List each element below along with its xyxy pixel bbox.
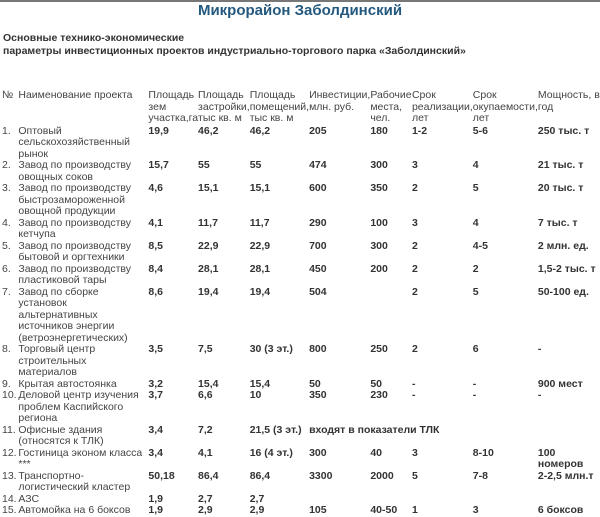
project-name: АЗС — [18, 492, 40, 505]
header-build-area: Площадь застройки, тыс кв. м — [198, 89, 250, 124]
project-name: Гостиница эконом класса *** — [18, 446, 143, 470]
project-name: Автомойка на 6 боксов — [18, 504, 131, 516]
capacity: - — [537, 389, 542, 401]
payback — [473, 494, 538, 506]
build-area: 19,4 — [198, 285, 219, 298]
impl-period: 3 — [411, 159, 418, 171]
project-name: Завод по производству овощных соков — [18, 159, 132, 183]
project-name: Оптовый сельскохозяйственный рынок — [18, 124, 130, 160]
payback: 4 — [472, 159, 479, 171]
jobs: 350 — [370, 182, 388, 194]
project-name: Крытая автостоянка — [18, 377, 117, 390]
payback: 6 — [472, 343, 479, 355]
jobs: 230 — [370, 389, 388, 401]
table-row — [2, 494, 600, 506]
payback: 2 — [472, 262, 479, 275]
row-number: 14. — [2, 492, 17, 505]
impl-period: 3 — [411, 446, 418, 459]
land-area: 50,18 — [148, 469, 175, 482]
payback: 5-6 — [472, 124, 488, 137]
table-row — [2, 264, 600, 287]
land-area: 8,6 — [148, 285, 164, 298]
payback: 4 — [472, 216, 479, 229]
impl-period: 1 — [411, 504, 418, 516]
payback: 5 — [472, 285, 479, 298]
investments: 105 — [309, 504, 327, 516]
land-area: 3,7 — [148, 389, 164, 401]
build-area: 46,2 — [198, 124, 219, 137]
premises-area: 55 — [249, 159, 262, 171]
build-area: 6,6 — [198, 389, 213, 401]
capacity: 50-100 ед. — [537, 285, 589, 298]
land-area: 1,9 — [148, 504, 164, 516]
premises-area: 21,5 (3 эт.) — [249, 423, 302, 436]
investments: 700 — [309, 239, 327, 252]
table-header-row — [2, 90, 600, 126]
project-name: Завод по производству пластиковой тары — [18, 262, 132, 286]
row-number: 2. — [2, 159, 11, 171]
table-row — [2, 218, 600, 241]
project-name: Деловой центр изучения проблем Каспийского региона — [18, 389, 139, 424]
impl-period: 2 — [411, 285, 418, 298]
capacity: 2 млн. ед. — [537, 239, 589, 252]
header-premises-area: Площадь помещений, тыс кв. м — [249, 89, 310, 124]
subtitle-line-1: Основные технико-экономические — [3, 32, 185, 44]
capacity: 100 номеров — [537, 446, 584, 470]
premises-area: 30 (3 эт.) — [249, 343, 293, 355]
premises-area: 15,1 — [249, 182, 271, 194]
build-area: 4,1 — [198, 446, 213, 459]
impl-period: 5 — [411, 469, 418, 482]
jobs: 50 — [370, 377, 382, 390]
investments: 504 — [309, 285, 327, 298]
jobs: 180 — [370, 124, 388, 137]
header-payback: Срок окупаемости, лет — [472, 89, 538, 124]
build-area: 7,2 — [198, 423, 213, 436]
land-area: 4,1 — [148, 216, 164, 229]
impl-period: - — [411, 377, 416, 390]
row-number: 3. — [2, 182, 11, 194]
project-name: Торговый центр строительных материалов — [18, 343, 96, 378]
investments: 3300 — [309, 469, 333, 482]
build-area: 7,5 — [198, 343, 213, 355]
investments: 600 — [309, 182, 327, 194]
table-row — [2, 471, 600, 494]
premises-area: 10 — [249, 389, 262, 401]
page-title: Микрорайон Заболдинский — [197, 2, 403, 19]
investments: 300 — [309, 446, 327, 459]
header-no: № — [2, 89, 14, 101]
header-land-area: Площадь зем участка,га — [148, 89, 199, 124]
premises-area: 11,7 — [249, 216, 270, 229]
payback: - — [472, 377, 477, 390]
jobs: 250 — [370, 343, 388, 355]
payback: 5 — [472, 182, 479, 194]
investments: 350 — [309, 389, 327, 401]
investments: 474 — [309, 159, 327, 171]
build-area: 15,4 — [198, 377, 219, 390]
table-row — [2, 425, 600, 448]
payback: 3 — [472, 504, 479, 516]
projects-table — [2, 90, 600, 517]
project-name: Завод по производству быстрозамороженной овощной продукции — [18, 182, 132, 217]
row-number: 8. — [2, 343, 11, 355]
impl-period: 2 — [411, 262, 418, 275]
investments: 290 — [309, 216, 327, 229]
capacity: 900 мест — [537, 377, 583, 390]
table-row — [2, 241, 600, 264]
build-area: 28,1 — [198, 262, 219, 275]
jobs — [370, 287, 412, 345]
capacity: 250 тыс. т — [537, 124, 590, 137]
capacity: 6 боксов — [537, 504, 584, 516]
premises-area: 28,1 — [249, 262, 271, 275]
jobs: 40-50 — [370, 504, 398, 516]
jobs: 2000 — [370, 469, 394, 482]
table-row — [2, 287, 600, 345]
build-area: 2,7 — [198, 492, 213, 505]
land-area: 8,5 — [148, 239, 164, 252]
capacity — [538, 494, 600, 506]
build-area: 55 — [198, 159, 210, 171]
header-impl-period: Срок реализации, лет — [411, 89, 473, 124]
land-area: 8,4 — [148, 262, 164, 275]
header-capacity: Мощность, в год — [537, 89, 600, 113]
header-name: Наименование проекта — [18, 89, 133, 101]
capacity: 20 тыс. т — [537, 182, 584, 194]
row-number: 1. — [2, 124, 11, 137]
impl-period: 3 — [411, 216, 418, 229]
table-row — [2, 505, 600, 517]
row-number: 15. — [2, 504, 17, 516]
land-area: 1,9 — [148, 492, 164, 505]
jobs — [370, 494, 412, 506]
build-area: 2,9 — [198, 504, 213, 516]
header-investments: Инвестиции, млн. руб. — [309, 89, 371, 113]
investments: 50 — [309, 377, 321, 390]
table-row — [2, 344, 600, 379]
premises-area: 86,4 — [249, 469, 271, 482]
land-area: 19,9 — [148, 124, 169, 137]
land-area: 3,5 — [148, 343, 164, 355]
investments — [309, 494, 370, 506]
impl-period: 2 — [411, 343, 418, 355]
impl-period: 2 — [411, 239, 418, 252]
jobs: 200 — [370, 262, 388, 275]
project-name: Завод по производству кетчупа — [18, 216, 132, 240]
payback: - — [472, 389, 477, 401]
row-number: 13. — [2, 469, 17, 482]
premises-area: 22,9 — [249, 239, 271, 252]
row-number: 10. — [2, 389, 17, 401]
capacity: 2-2,5 млн.т — [537, 469, 594, 482]
project-name: Завод по сборке установок альтернативных источников энергии (ветроэнергетических) — [18, 285, 128, 344]
investments: 450 — [309, 262, 327, 275]
merged-note: входят в показатели ТЛК — [309, 423, 440, 436]
row-number: 11. — [2, 423, 16, 436]
impl-period — [412, 494, 473, 506]
premises-area: 19,4 — [249, 285, 271, 298]
build-area: 11,7 — [198, 216, 218, 229]
row-number: 12. — [2, 446, 17, 459]
table-row — [2, 183, 600, 218]
table-row — [2, 160, 600, 183]
premises-area: 15,4 — [249, 377, 271, 390]
payback: 8-10 — [472, 446, 494, 459]
table-row — [2, 390, 600, 425]
payback: 7-8 — [472, 469, 488, 482]
subtitle-line-2: параметры инвестиционных проектов индустриально-торгового парка «Заболдинский» — [3, 45, 466, 57]
land-area: 3,4 — [148, 423, 164, 436]
header-jobs: Рабочие места, чел. — [370, 89, 412, 124]
payback: 4-5 — [472, 239, 488, 252]
row-number: 5. — [2, 239, 11, 252]
jobs: 300 — [370, 159, 388, 171]
jobs: 40 — [370, 446, 382, 459]
land-area: 3,4 — [148, 446, 164, 459]
land-area: 15,7 — [148, 159, 169, 171]
build-area: 22,9 — [198, 239, 219, 252]
table-row — [2, 448, 600, 471]
premises-area: 16 (4 эт.) — [249, 446, 293, 459]
impl-period: 2 — [411, 182, 418, 194]
project-name: Транспортно-логистический кластер — [18, 469, 131, 493]
investments: 800 — [309, 343, 327, 355]
jobs: 100 — [370, 216, 388, 229]
land-area: 3,2 — [148, 377, 164, 390]
impl-period: 1-2 — [411, 124, 428, 137]
jobs: 300 — [370, 239, 388, 252]
capacity: 21 тыс. т — [537, 159, 584, 171]
row-number: 4. — [2, 216, 11, 229]
capacity: - — [537, 343, 542, 355]
land-area: 4,6 — [148, 182, 164, 194]
build-area: 86,4 — [198, 469, 219, 482]
premises-area: 46,2 — [249, 124, 271, 137]
subtitle — [3, 32, 466, 58]
build-area: 15,1 — [198, 182, 219, 194]
table-row — [2, 126, 600, 161]
premises-area: 2,7 — [249, 492, 265, 505]
project-name: Офисные здания (относятся к ТЛК) — [18, 423, 104, 447]
impl-period: - — [411, 389, 416, 401]
investments: 205 — [309, 124, 327, 137]
capacity: 7 тыс. т — [537, 216, 578, 229]
project-name: Завод по производству бытовой и оргтехники — [18, 239, 132, 263]
row-number: 6. — [2, 262, 11, 275]
premises-area: 2,9 — [249, 504, 265, 516]
capacity: 1,5-2 тыс. т — [537, 262, 596, 275]
row-number: 7. — [2, 285, 11, 298]
row-number: 9. — [2, 377, 11, 390]
